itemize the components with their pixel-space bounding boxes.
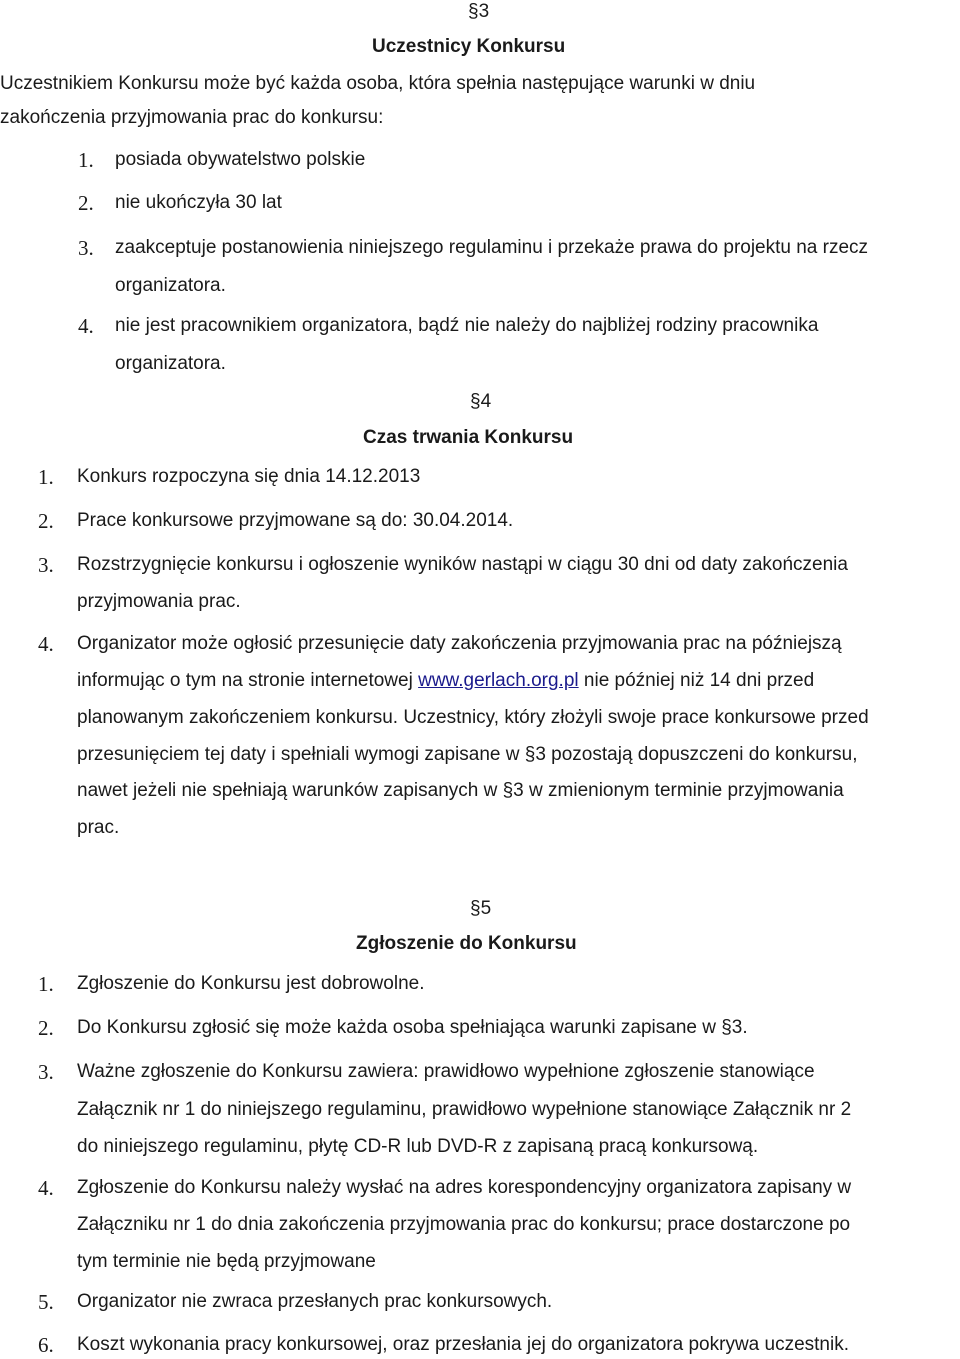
list-item-continuation: Załączniku nr 1 do dnia zakończenia przyjmowania prac do konkursu; prace dostarczone po: [77, 1214, 851, 1235]
section-3-heading: Uczestnicy Konkursu: [372, 36, 566, 57]
list-number: 1.: [38, 972, 54, 996]
list-item: Koszt wykonania pracy konkursowej, oraz przesłania jej do organizatora pokrywa uczestnik.: [77, 1334, 849, 1355]
list-item: Konkurs rozpoczyna się dnia 14.12.2013: [77, 466, 421, 487]
website-link[interactable]: www.gerlach.org.pl: [418, 670, 579, 691]
list-item-continuation: Załącznik nr 1 do niniejszego regulaminu, prawidłowo wypełnione stanowiące Załącznik nr 2: [77, 1099, 852, 1120]
list-item: Zgłoszenie do Konkursu jest dobrowolne.: [77, 973, 425, 994]
list-item: nie ukończyła 30 lat: [115, 192, 282, 213]
list-item-continuation: przesunięciem tej daty i spełniali wymogi zapisane w §3 pozostają dopuszczeni do konkursu,: [77, 744, 858, 765]
list-item: Prace konkursowe przyjmowane są do: 30.04.2014.: [77, 510, 514, 531]
list-number: 5.: [38, 1290, 54, 1314]
section-5-mark: §5: [470, 898, 492, 919]
section-3-intro-line-1: Uczestnikiem Konkursu może być każda osoba, która spełnia następujące warunki w dniu: [0, 73, 756, 94]
list-number: 3.: [38, 553, 54, 577]
section-4-mark: §4: [470, 391, 492, 412]
section-4-heading: Czas trwania Konkursu: [363, 427, 574, 448]
list-number: 3.: [38, 1060, 54, 1084]
list-item: Ważne zgłoszenie do Konkursu zawiera: prawidłowo wypełnione zgłoszenie stanowiące: [77, 1061, 815, 1082]
list-item-continuation: przyjmowania prac.: [77, 591, 241, 612]
list-item-continuation: organizatora.: [115, 275, 226, 296]
list-item-continuation: organizatora.: [115, 353, 226, 374]
list-item: nie jest pracownikiem organizatora, bądź nie należy do najbliżej rodziny pracownika: [115, 315, 819, 336]
list-number: 6.: [38, 1333, 54, 1357]
list-number: 3.: [78, 236, 94, 260]
list-item: Organizator nie zwraca przesłanych prac konkursowych.: [77, 1291, 553, 1312]
text-fragment: informując o tym na stronie internetowej: [77, 670, 419, 691]
list-number: 1.: [78, 148, 94, 172]
list-item-continuation: planowanym zakończeniem konkursu. Uczestnicy, który złożyli swoje prace konkursowe przed: [77, 707, 869, 728]
text-fragment: nie później niż 14 dni przed: [578, 670, 815, 691]
list-number: 1.: [38, 465, 54, 489]
list-item: Rozstrzygnięcie konkursu i ogłoszenie wyników nastąpi w ciągu 30 dni od daty zakończenia: [77, 554, 848, 575]
list-item-continuation: nawet jeżeli nie spełniają warunków zapisanych w §3 w zmienionym terminie przyjmowania: [77, 780, 844, 801]
list-item-continuation: prac.: [77, 817, 120, 838]
list-item-continuation: [77, 669, 814, 693]
list-item: zaakceptuje postanowienia niniejszego regulaminu i przekaże prawa do projektu na rzecz: [115, 237, 869, 258]
list-number: 4.: [38, 1176, 54, 1200]
section-3-mark: §3: [468, 1, 490, 22]
list-item: posiada obywatelstwo polskie: [115, 149, 366, 170]
list-item: Organizator może ogłosić przesunięcie daty zakończenia przyjmowania prac na późniejszą: [77, 633, 842, 654]
list-number: 2.: [38, 1016, 54, 1040]
list-item: Zgłoszenie do Konkursu należy wysłać na adres korespondencyjny organizatora zapisany w: [77, 1177, 852, 1198]
list-number: 4.: [38, 632, 54, 656]
list-item-continuation: tym terminie nie będą przyjmowane: [77, 1251, 376, 1272]
list-number: 2.: [38, 509, 54, 533]
list-number: 4.: [78, 314, 94, 338]
list-number: 2.: [78, 191, 94, 215]
section-3-intro-line-2: zakończenia przyjmowania prac do konkursu:: [0, 107, 384, 128]
section-5-heading: Zgłoszenie do Konkursu: [356, 933, 577, 954]
list-item-continuation: do niniejszego regulaminu, płytę CD-R lub DVD-R z zapisaną pracą konkursową.: [77, 1136, 759, 1157]
list-item: Do Konkursu zgłosić się może każda osoba spełniająca warunki zapisane w §3.: [77, 1017, 748, 1038]
